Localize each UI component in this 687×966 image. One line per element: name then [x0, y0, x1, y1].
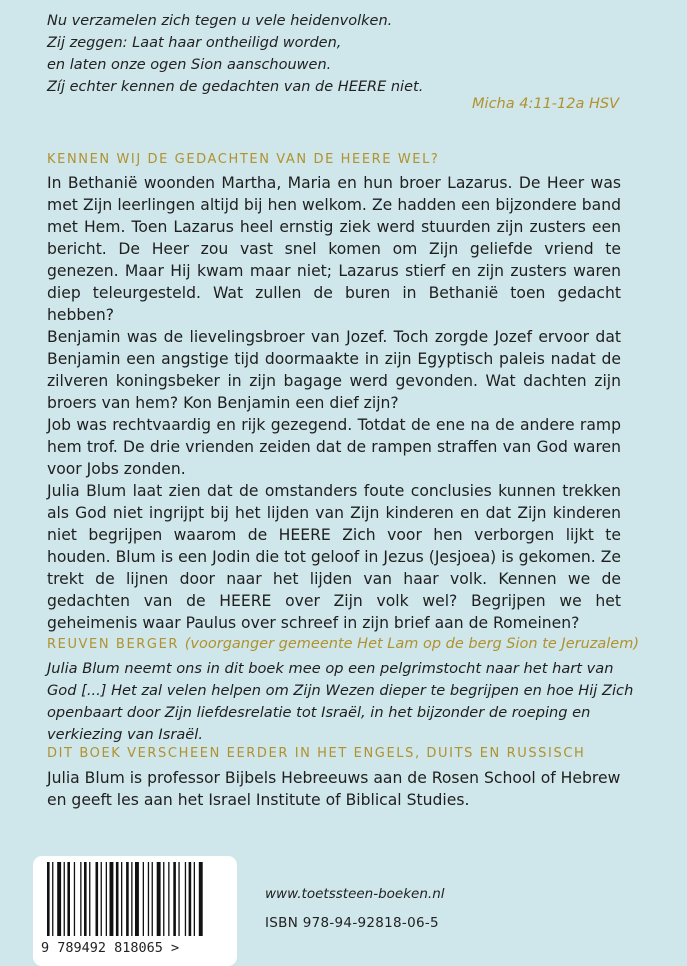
- endorsement-text: Julia Blum neemt ons in dit boek mee op een pelgrimstocht naar het hart van God [...] Het zal velen helpen om Zijn Wezen dieper te begrijpen en hoe Hij Zich openbaart door Zijn liefdesrelatie tot Israël, in het bijzonder de roeping en verkiezing van Israël.: [47, 660, 634, 743]
- quote-reference: Micha 4:11-12a HSV: [472, 96, 619, 112]
- paragraph-benjamin: Benjamin was de lievelingsbroer van Jozef. Toch zorgde Jozef ervoor dat Benjamin een angstige tijd doormaakte in zijn Egyptisch paleis nadat de zilveren koningsbeker in zijn bagage werd gevonden. Wat dachten zijn broers van hem? Kon Benjamin een dief zijn?: [47, 328, 621, 412]
- paragraph-julia-blum: Julia Blum laat zien dat de omstanders foute conclusies kunnen trekken als God niet ingrijpt bij het lijden van Zijn kinderen en dat Zijn kinderen niet begrijpen waarom de HEERE Zich voor hen verborgen lijkt te houden. Blum is een Jodin die tot geloof in Jezus (Jesjoea) is gekomen. Ze trekt de lijnen door naar het lijden van haar volk. Kennen we de gedachten van de HEERE over Zijn volk wel? Begrijpen we het geheimenis waar Paulus over schreef in zijn brief aan de Romeinen?: [47, 482, 621, 632]
- paragraph-job: Job was rechtvaardig en rijk gezegend. Totdat de ene na de andere ramp hem trof. De drie vrienden zeiden dat de rampen straffen van God waren voor Jobs zonden.: [47, 416, 621, 478]
- barcode-bars: [43, 862, 227, 938]
- isbn: ISBN 978-94-92818-06-5: [265, 915, 439, 931]
- barcode-number: 9 789492 818065 >: [41, 940, 180, 956]
- endorsement-heading: [47, 636, 639, 652]
- quote-line: Zij zeggen: Laat haar ontheiligd worden,: [47, 35, 342, 51]
- quote-line: en laten onze ogen Sion aanschouwen.: [47, 57, 332, 73]
- section-heading-1: KENNEN WIJ DE GEDACHTEN VAN DE HEERE WEL?: [47, 152, 440, 167]
- bible-quote: [47, 10, 627, 98]
- quote-line: Nu verzamelen zich tegen u vele heidenvolken.: [47, 13, 393, 29]
- endorser-affiliation: (voorganger gemeente Het Lam op de berg Sion te Jeruzalem): [184, 636, 639, 652]
- barcode: [33, 856, 237, 966]
- section-heading-3: DIT BOEK VERSCHEEN EERDER IN HET ENGELS, DUITS EN RUSSISCH: [47, 746, 586, 761]
- paragraph-lazarus: In Bethanië woonden Martha, Maria en hun broer Lazarus. De Heer was met Zijn leerlingen altijd bij hen welkom. Ze hadden een bijzondere band met Hem. Toen Lazarus heel ernstig ziek werd stuurden zijn zusters een bericht. De Heer zou vast snel komen om Zijn geliefde vriend te genezen. Maar Hij kwam maar niet; Lazarus stierf en zijn zusters waren diep teleurgesteld. Wat zullen de buren in Bethanië toen gedacht hebben?: [47, 174, 621, 324]
- publisher-website: www.toetssteen-boeken.nl: [265, 886, 445, 902]
- blurb-text: [47, 172, 621, 634]
- author-bio: Julia Blum is professor Bijbels Hebreeuws aan de Rosen School of Hebrew en geeft les aan het Israel Institute of Biblical Studies.: [47, 769, 621, 809]
- endorser-name: REUVEN BERGER: [47, 637, 180, 652]
- quote-line: Zíj echter kennen de gedachten van de HEERE niet.: [47, 79, 424, 95]
